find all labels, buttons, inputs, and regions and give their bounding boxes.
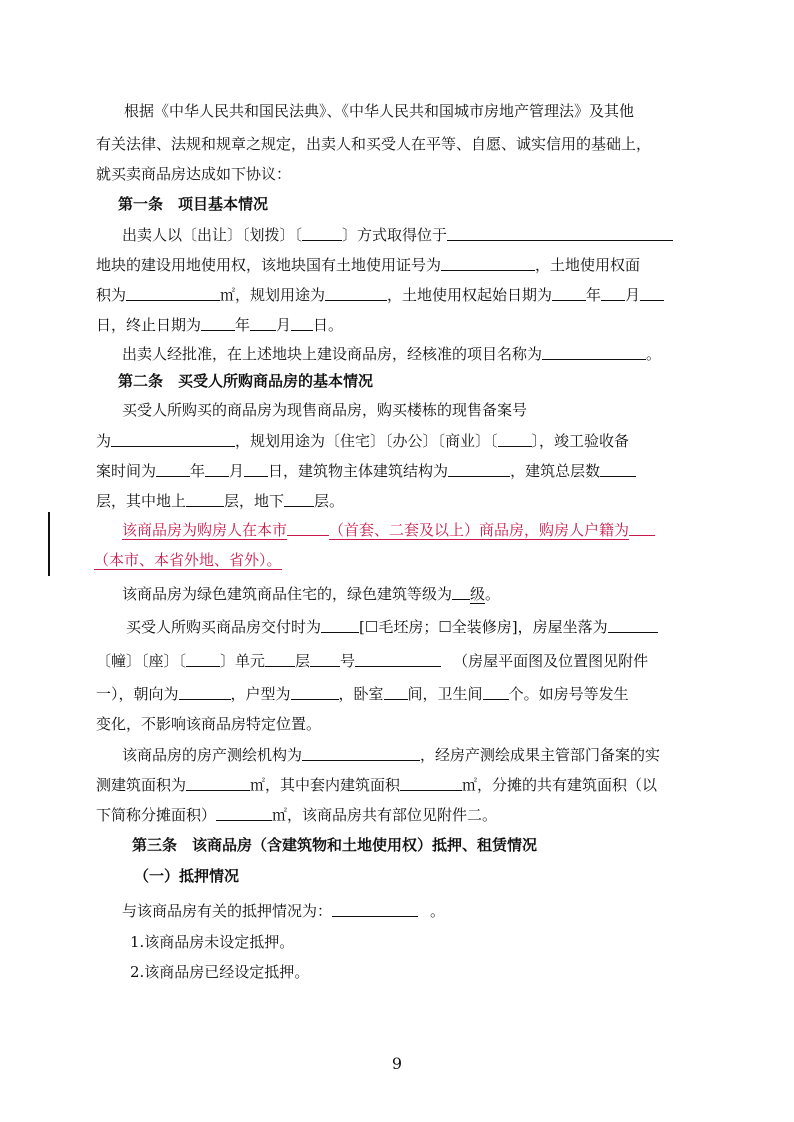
text: （本市、本省外地、省外）。	[94, 551, 282, 569]
blank-delivery-time[interactable]	[321, 616, 359, 633]
blank-floors-above[interactable]	[186, 490, 224, 507]
article-2-line-13	[96, 804, 497, 825]
article-1-line-4	[96, 314, 343, 335]
text: 与该商品房有关的抵押情况为：	[122, 902, 333, 920]
text: 出卖人以〔出让〕〔划拨〕〔	[122, 226, 303, 244]
text: 2.该商品房已经设定抵押。	[130, 963, 310, 981]
article-1-heading	[118, 194, 268, 214]
blank-bedrooms[interactable]	[384, 683, 408, 700]
text: 。	[485, 585, 501, 603]
blank-transfer-method[interactable]	[302, 224, 342, 241]
intro-text-3: 就买卖商品房达成如下协议：	[96, 165, 292, 183]
text: 买受人所购买的商品房为现售商品房，购买楼栋的现售备案号	[122, 401, 528, 419]
text: 案时间为	[96, 462, 157, 480]
revision-bar	[48, 512, 50, 576]
article-2-heading-text: 第二条 买受人所购商品房的基本情况	[118, 372, 374, 390]
blank-completion-year[interactable]	[156, 460, 190, 477]
article-2-heading	[118, 371, 373, 391]
mortgage-item-1	[130, 932, 294, 952]
blank-start-month[interactable]	[601, 284, 625, 301]
blank-completion-day[interactable]	[244, 460, 268, 477]
text: 〕方式取得位于	[342, 226, 448, 244]
text: ，规划用途为〔住宅〕〔办公〕〔商业〕〔	[235, 432, 498, 450]
intro-text-2: 有关法律、法规和规章之规定，出卖人和买受人在平等、自愿、诚实信用的基础上，	[96, 135, 652, 153]
article-1-line-2	[96, 254, 640, 275]
text: 下简称分摊面积）	[96, 806, 217, 824]
article-2-line-10	[96, 714, 321, 734]
blank-floor[interactable]	[265, 650, 295, 667]
text: 。	[430, 902, 446, 920]
blank-start-year[interactable]	[552, 284, 586, 301]
blank-start-day[interactable]	[640, 284, 664, 301]
article-2-line-4	[96, 490, 344, 511]
blank-floors-below[interactable]	[284, 490, 314, 507]
blank-mortgage-status[interactable]	[332, 900, 418, 917]
blank-room-number[interactable]	[310, 650, 340, 667]
text: 为	[96, 432, 112, 450]
blank-internal-area[interactable]	[400, 774, 462, 791]
blank-green-grade[interactable]	[452, 583, 470, 600]
text: ，土地使用权起始日期为	[387, 286, 553, 304]
text: 层，其中地上	[96, 492, 187, 510]
blank-end-day[interactable]	[291, 314, 313, 331]
text: （房屋平面图及位置图见附件	[453, 652, 649, 670]
text: 日。	[313, 316, 344, 334]
intro-text-1: 根据《中华人民共和国民法典》、《中华人民共和国城市房地产管理法》及其他	[124, 102, 635, 120]
text: ，土地使用权面	[535, 256, 641, 274]
text: 变化，不影响该商品房特定位置。	[96, 715, 322, 733]
intro-line-1	[124, 101, 634, 121]
delivery-line	[126, 616, 658, 637]
text: 。	[646, 345, 662, 363]
text: 〕，竣工验收备	[531, 432, 630, 450]
article-2-line-8	[96, 650, 648, 671]
text: 层，地下	[224, 492, 285, 510]
text: 年	[235, 316, 251, 334]
text: 级	[470, 585, 486, 603]
text: 积为	[96, 286, 127, 304]
blank-bathrooms[interactable]	[483, 683, 509, 700]
text: 月	[276, 316, 292, 334]
text: ，户型为	[230, 685, 291, 703]
page-number: 9	[391, 1054, 403, 1073]
article-2-line-12	[96, 774, 657, 795]
text: 一），朝向为	[96, 685, 179, 703]
blank-layout[interactable]	[291, 683, 339, 700]
text: ㎡，规划用途为	[220, 286, 326, 304]
text: [☐毛坯房；☐全装修房]，房屋坐落为	[359, 618, 608, 636]
blank-household-registration[interactable]	[629, 519, 655, 536]
text: ㎡，分摊的共有建筑面积（以	[462, 776, 658, 794]
blank-end-year[interactable]	[201, 314, 235, 331]
green-building-line	[122, 583, 500, 604]
text: 个。如房号等发生	[508, 685, 629, 703]
article-1-heading-text: 第一条 项目基本情况	[118, 195, 269, 213]
blank-orientation[interactable]	[179, 683, 231, 700]
mortgage-item-2	[130, 962, 309, 982]
article-1-line-5	[122, 343, 661, 364]
text: 买受人所购买商品房交付时为	[126, 618, 322, 636]
blank-planned-use[interactable]	[325, 284, 387, 301]
text: （首套、二套及以上）商品房，购房人户籍为	[329, 521, 630, 539]
text: 年	[586, 286, 602, 304]
blank-shared-area[interactable]	[216, 804, 272, 821]
blank-land-area[interactable]	[126, 284, 220, 301]
blank-home-count[interactable]	[287, 519, 329, 536]
text: 出卖人经批准，在上述地块上建设商品房，经核准的项目名称为	[122, 345, 543, 363]
mortgage-subheading-text: （一）抵押情况	[134, 867, 240, 885]
text: 该商品房为购房人在本市	[122, 521, 288, 539]
blank-location[interactable]	[447, 224, 673, 241]
text: 层	[295, 652, 311, 670]
intro-line-3	[96, 164, 291, 184]
text: ，卧室	[338, 685, 384, 703]
text: 测建筑面积为	[96, 776, 187, 794]
article-1-line-3	[96, 284, 664, 305]
article-2-line-9	[96, 683, 629, 704]
text: 该商品房的房产测绘机构为	[122, 746, 303, 764]
blank-completion-month[interactable]	[205, 460, 229, 477]
text: 〕单元	[220, 652, 266, 670]
article-3-heading	[132, 835, 537, 855]
text: 月	[625, 286, 641, 304]
text: 〔幢〕〔座〕〔	[96, 652, 187, 670]
blank-land-cert-number[interactable]	[441, 254, 535, 271]
blank-total-floors[interactable]	[600, 460, 636, 477]
text: 该商品房为绿色建筑商品住宅的，绿色建筑等级为	[122, 585, 453, 603]
blank-other-use[interactable]	[498, 430, 532, 447]
text: 日，终止日期为	[96, 316, 202, 334]
blank-filing-number[interactable]	[111, 430, 235, 447]
text: 日，建筑物主体建筑结构为	[268, 462, 449, 480]
text: ，建筑总层数	[510, 462, 601, 480]
article-1-line-1	[122, 224, 673, 245]
text: ㎡，该商品房共有部位见附件二。	[272, 806, 498, 824]
mortgage-line	[122, 900, 445, 921]
blank-structure[interactable]	[448, 460, 510, 477]
text: 层。	[314, 492, 345, 510]
text: 年	[190, 462, 206, 480]
blank-floor-area[interactable]	[186, 774, 250, 791]
text: 地块的建设用地使用权，该地块国有土地使用证号为	[96, 256, 442, 274]
article-2-line-3	[96, 460, 636, 481]
blank-surveying-agency[interactable]	[302, 744, 420, 761]
text: 间，卫生间	[407, 685, 483, 703]
intro-line-2	[96, 134, 651, 154]
blank-unit[interactable]	[186, 650, 220, 667]
text: ㎡，其中套内建筑面积	[250, 776, 401, 794]
blank-room-extra[interactable]	[355, 650, 441, 667]
article-2-line-1	[122, 400, 527, 420]
red-line-1	[122, 519, 655, 540]
blank-house-location[interactable]	[608, 616, 658, 633]
article-2-line-11	[122, 744, 660, 765]
text: 号	[340, 652, 356, 670]
text: ，经房产测绘成果主管部门备案的实	[420, 746, 661, 764]
article-3-heading-text: 第三条 该商品房（含建筑物和土地使用权）抵押、租赁情况	[132, 836, 538, 854]
blank-end-month[interactable]	[250, 314, 276, 331]
article-2-line-2	[96, 430, 629, 451]
red-line-2	[94, 550, 282, 570]
text: 月	[229, 462, 245, 480]
mortgage-subheading	[134, 866, 239, 886]
blank-project-name[interactable]	[542, 343, 646, 360]
text: 1.该商品房未设定抵押。	[130, 933, 295, 951]
